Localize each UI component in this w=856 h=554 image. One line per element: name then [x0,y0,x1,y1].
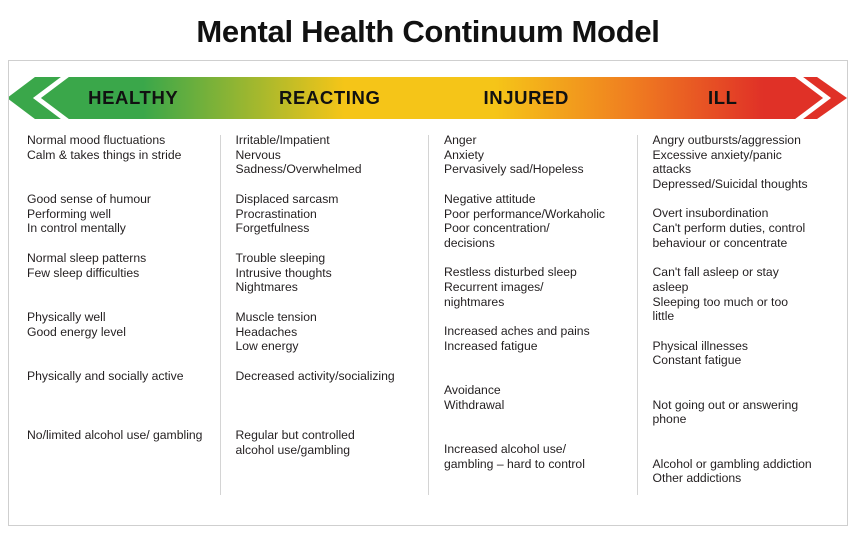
cell-line: Sadness/Overwhelmed [235,162,362,177]
cell-healthy-mood [27,133,210,177]
cell-line: Withdrawal [444,397,505,412]
banner-label-reacting: REACTING [279,87,381,108]
cell-line: Nightmares [235,280,298,295]
cell-line: Normal sleep patterns [27,251,147,265]
cell-line: Other addictions [652,471,742,486]
cell-injured-substance [444,442,627,486]
cell-ill-sleep [653,265,836,323]
cell-line: Increased aches and pains [444,324,590,339]
cell-line: Poor performance/Workaholic [444,206,605,221]
cell-line: gambling – hard to control [444,456,585,471]
column-ill [637,133,846,501]
cell-line: attacks [652,162,692,177]
banner-label-injured: INJURED [483,87,569,108]
cell-line: Angry outbursts/aggression [652,133,801,147]
cell-healthy-sleep [27,251,210,295]
cell-ill-mood [653,133,836,191]
cell-line: Pervasively sad/Hopeless [444,162,584,177]
cell-line: Depressed/Suicidal thoughts [652,176,808,191]
cell-line: Calm & takes things in stride [27,147,182,162]
cell-line: phone [652,412,687,427]
cell-ill-social [653,398,836,442]
cell-line: Decreased activity/socializing [235,369,395,383]
cell-healthy-social [27,369,210,413]
cell-line: behaviour or concentrate [652,235,788,250]
cell-line: Normal mood fluctuations [27,133,166,147]
cell-line: Physically well [27,310,106,324]
cell-injured-sleep [444,265,627,309]
cell-line: Physical illnesses [652,338,749,353]
cell-line: Constant fatigue [652,353,742,368]
cell-line: Regular but controlled [235,428,355,442]
cell-line: In control mentally [27,221,126,236]
cell-injured-mood [444,133,627,177]
cell-ill-performance [653,206,836,250]
cell-line: nightmares [444,294,505,309]
cell-line: Trouble sleeping [235,251,326,265]
cell-line: Intrusive thoughts [235,265,332,280]
cell-line: Anxiety [444,147,484,162]
page-title: Mental Health Continuum Model [196,14,660,49]
cell-line: Few sleep difficulties [27,265,140,280]
continuum-grid [9,133,847,507]
cell-line: decisions [444,235,495,250]
cell-line: Restless disturbed sleep [444,265,577,280]
cell-line: Negative attitude [444,192,536,206]
cell-line: Procrastination [235,206,317,221]
cell-line: Good energy level [27,324,126,339]
cell-line: Forgetfulness [235,221,310,236]
cell-line: Not going out or answering [652,397,799,412]
cell-reacting-performance [236,192,419,236]
cell-reacting-physical [236,310,419,354]
cell-reacting-social [236,369,419,413]
cell-line: Recurrent images/ [444,279,544,294]
continuum-banner [9,75,847,121]
banner-label-ill: ILL [707,87,738,108]
cell-line: Low energy [235,339,299,354]
cell-healthy-substance [27,428,210,472]
column-injured [428,133,637,501]
cell-line: Overt insubordination [652,206,769,221]
cell-line: Good sense of humour [27,192,151,206]
cell-line: Sleeping too much or too [652,294,789,309]
cell-reacting-mood [236,133,419,177]
cell-line: Avoidance [444,383,501,398]
banner-label-healthy: HEALTHY [88,87,179,108]
cell-line: alcohol use/gambling [235,442,351,457]
cell-ill-physical [653,339,836,383]
cell-ill-substance [653,457,836,501]
cell-line: Physically and socially active [27,369,184,383]
cell-line: Nervous [235,147,281,162]
column-reacting [220,133,429,501]
cell-healthy-physical [27,310,210,354]
cell-healthy-performance [27,192,210,236]
cell-line: Headaches [235,324,298,339]
cell-reacting-sleep [236,251,419,295]
cell-line: Poor concentration/ [444,221,550,236]
column-healthy [11,133,220,501]
cell-reacting-substance [236,428,419,472]
cell-injured-physical [444,324,627,368]
cell-line: Irritable/Impatient [235,133,330,147]
cell-line: Excessive anxiety/panic [652,147,782,162]
cell-line: No/limited alcohol use/ gambling [27,428,203,442]
cell-line: Can't perform duties, control [652,220,806,235]
cell-line: Muscle tension [235,310,317,324]
cell-injured-performance [444,192,627,250]
cell-line: little [652,309,675,324]
cell-line: Displaced sarcasm [235,192,339,206]
cell-line: Can't fall asleep or stay [652,265,779,280]
cell-line: Anger [444,133,477,147]
cell-injured-social [444,383,627,427]
cell-line: asleep [652,279,689,294]
cell-line: Performing well [27,206,111,221]
continuum-chart [8,60,848,526]
cell-line: Increased fatigue [444,338,538,353]
cell-line: Alcohol or gambling addiction [652,456,812,471]
cell-line: Increased alcohol use/ [444,442,566,457]
